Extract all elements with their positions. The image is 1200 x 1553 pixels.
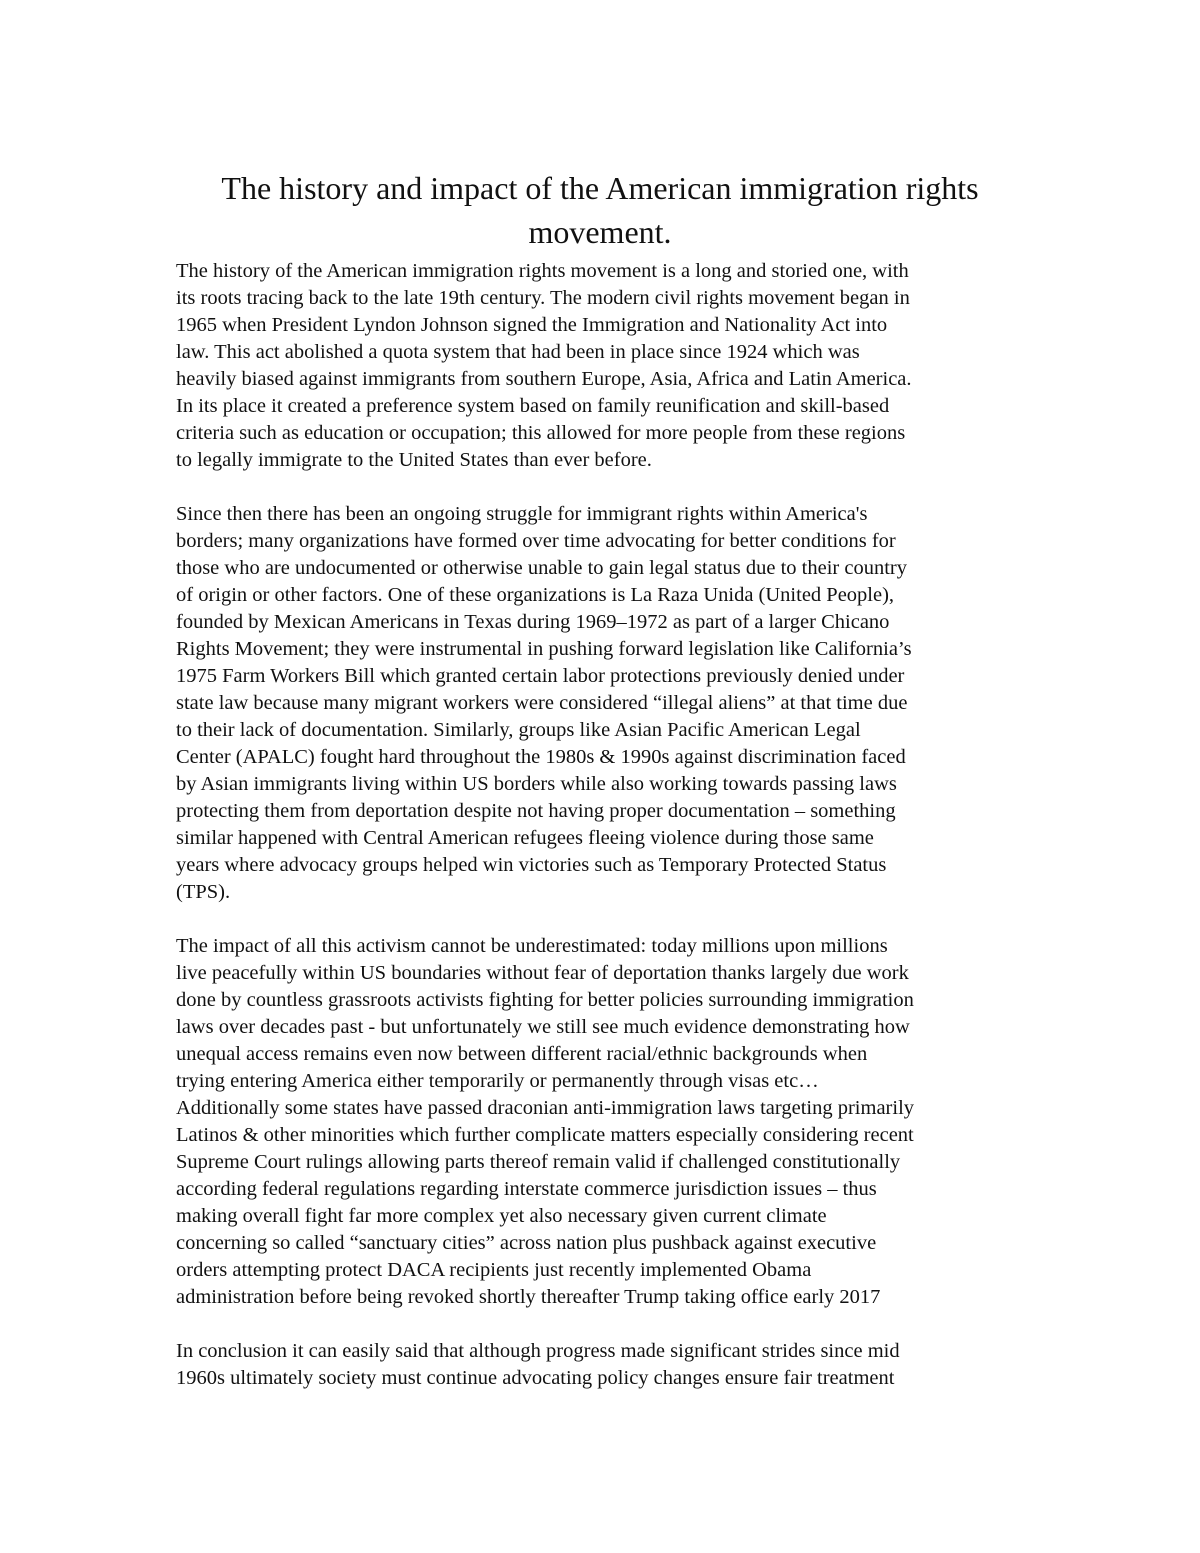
document-body: [176, 258, 1036, 1419]
document-title: The history and impact of the American immigration rights movement.: [221, 170, 979, 250]
paragraph-2: Since then there has been an ongoing struggle for immigrant rights within America's borders; many organizations have formed over time advocating for better conditions for those who are undocumented or otherwise unable to gain legal status due to their country of origin or other factors. One of these organizations is La Raza Unida (United People), founded by Mexican Americans in Texas during 1969–1972 as part of a larger Chicano Rights Movement; they were instrumental in pushing forward legislation like California’s 1975 Farm Workers Bill which granted certain labor protections previously denied under state law because many migrant workers were considered “illegal aliens” at that time due to their lack of documentation. Similarly, groups like Asian Pacific American Legal Center (APALC) fought hard throughout the 1980s & 1990s against discrimination faced by Asian immigrants living within US borders while also working towards passing laws protecting them from deportation despite not having proper documentation – something similar happened with Central American refugees fleeing violence during those same years where advocacy groups helped win victories such as Temporary Protected Status (TPS).: [176, 503, 912, 903]
paragraph-4: In conclusion it can easily said that although progress made significant strides since mid 1960s ultimately society must continue advocating policy changes ensure fair treatment: [176, 1340, 900, 1389]
paragraph-1: The history of the American immigration rights movement is a long and storied one, with its roots tracing back to the late 19th century. The modern civil rights movement began in 1965 when President Lyndon Johnson signed the Immigration and Nationality Act into law. This act abolished a quota system that had been in place since 1924 which was heavily biased against immigrants from southern Europe, Asia, Africa and Latin America. In its place it created a preference system based on family reunification and skill-based criteria such as education or occupation; this allowed for more people from these regions to legally immigrate to the United States than ever before.: [176, 260, 912, 471]
paragraph-3: The impact of all this activism cannot be underestimated: today millions upon millions live peacefully within US boundaries without fear of deportation thanks largely due work done by countless grassroots activists fighting for better policies surrounding immigration laws over decades past - but unfortunately we still see much evidence demonstrating how unequal access remains even now between different racial/ethnic backgrounds when trying entering America either temporarily or permanently through visas etc… Additionally some states have passed draconian anti-immigration laws targeting primarily Latinos & other minorities which further complicate matters especially considering recent Supreme Court rulings allowing parts thereof remain valid if challenged constitutionally according federal regulations regarding interstate commerce jurisdiction issues – thus making overall fight far more complex yet also necessary given current climate concerning so called “sanctuary cities” across nation plus pushback against executive orders attempting protect DACA recipients just recently implemented Obama administration before being revoked shortly thereafter Trump taking office early 2017: [176, 935, 915, 1308]
